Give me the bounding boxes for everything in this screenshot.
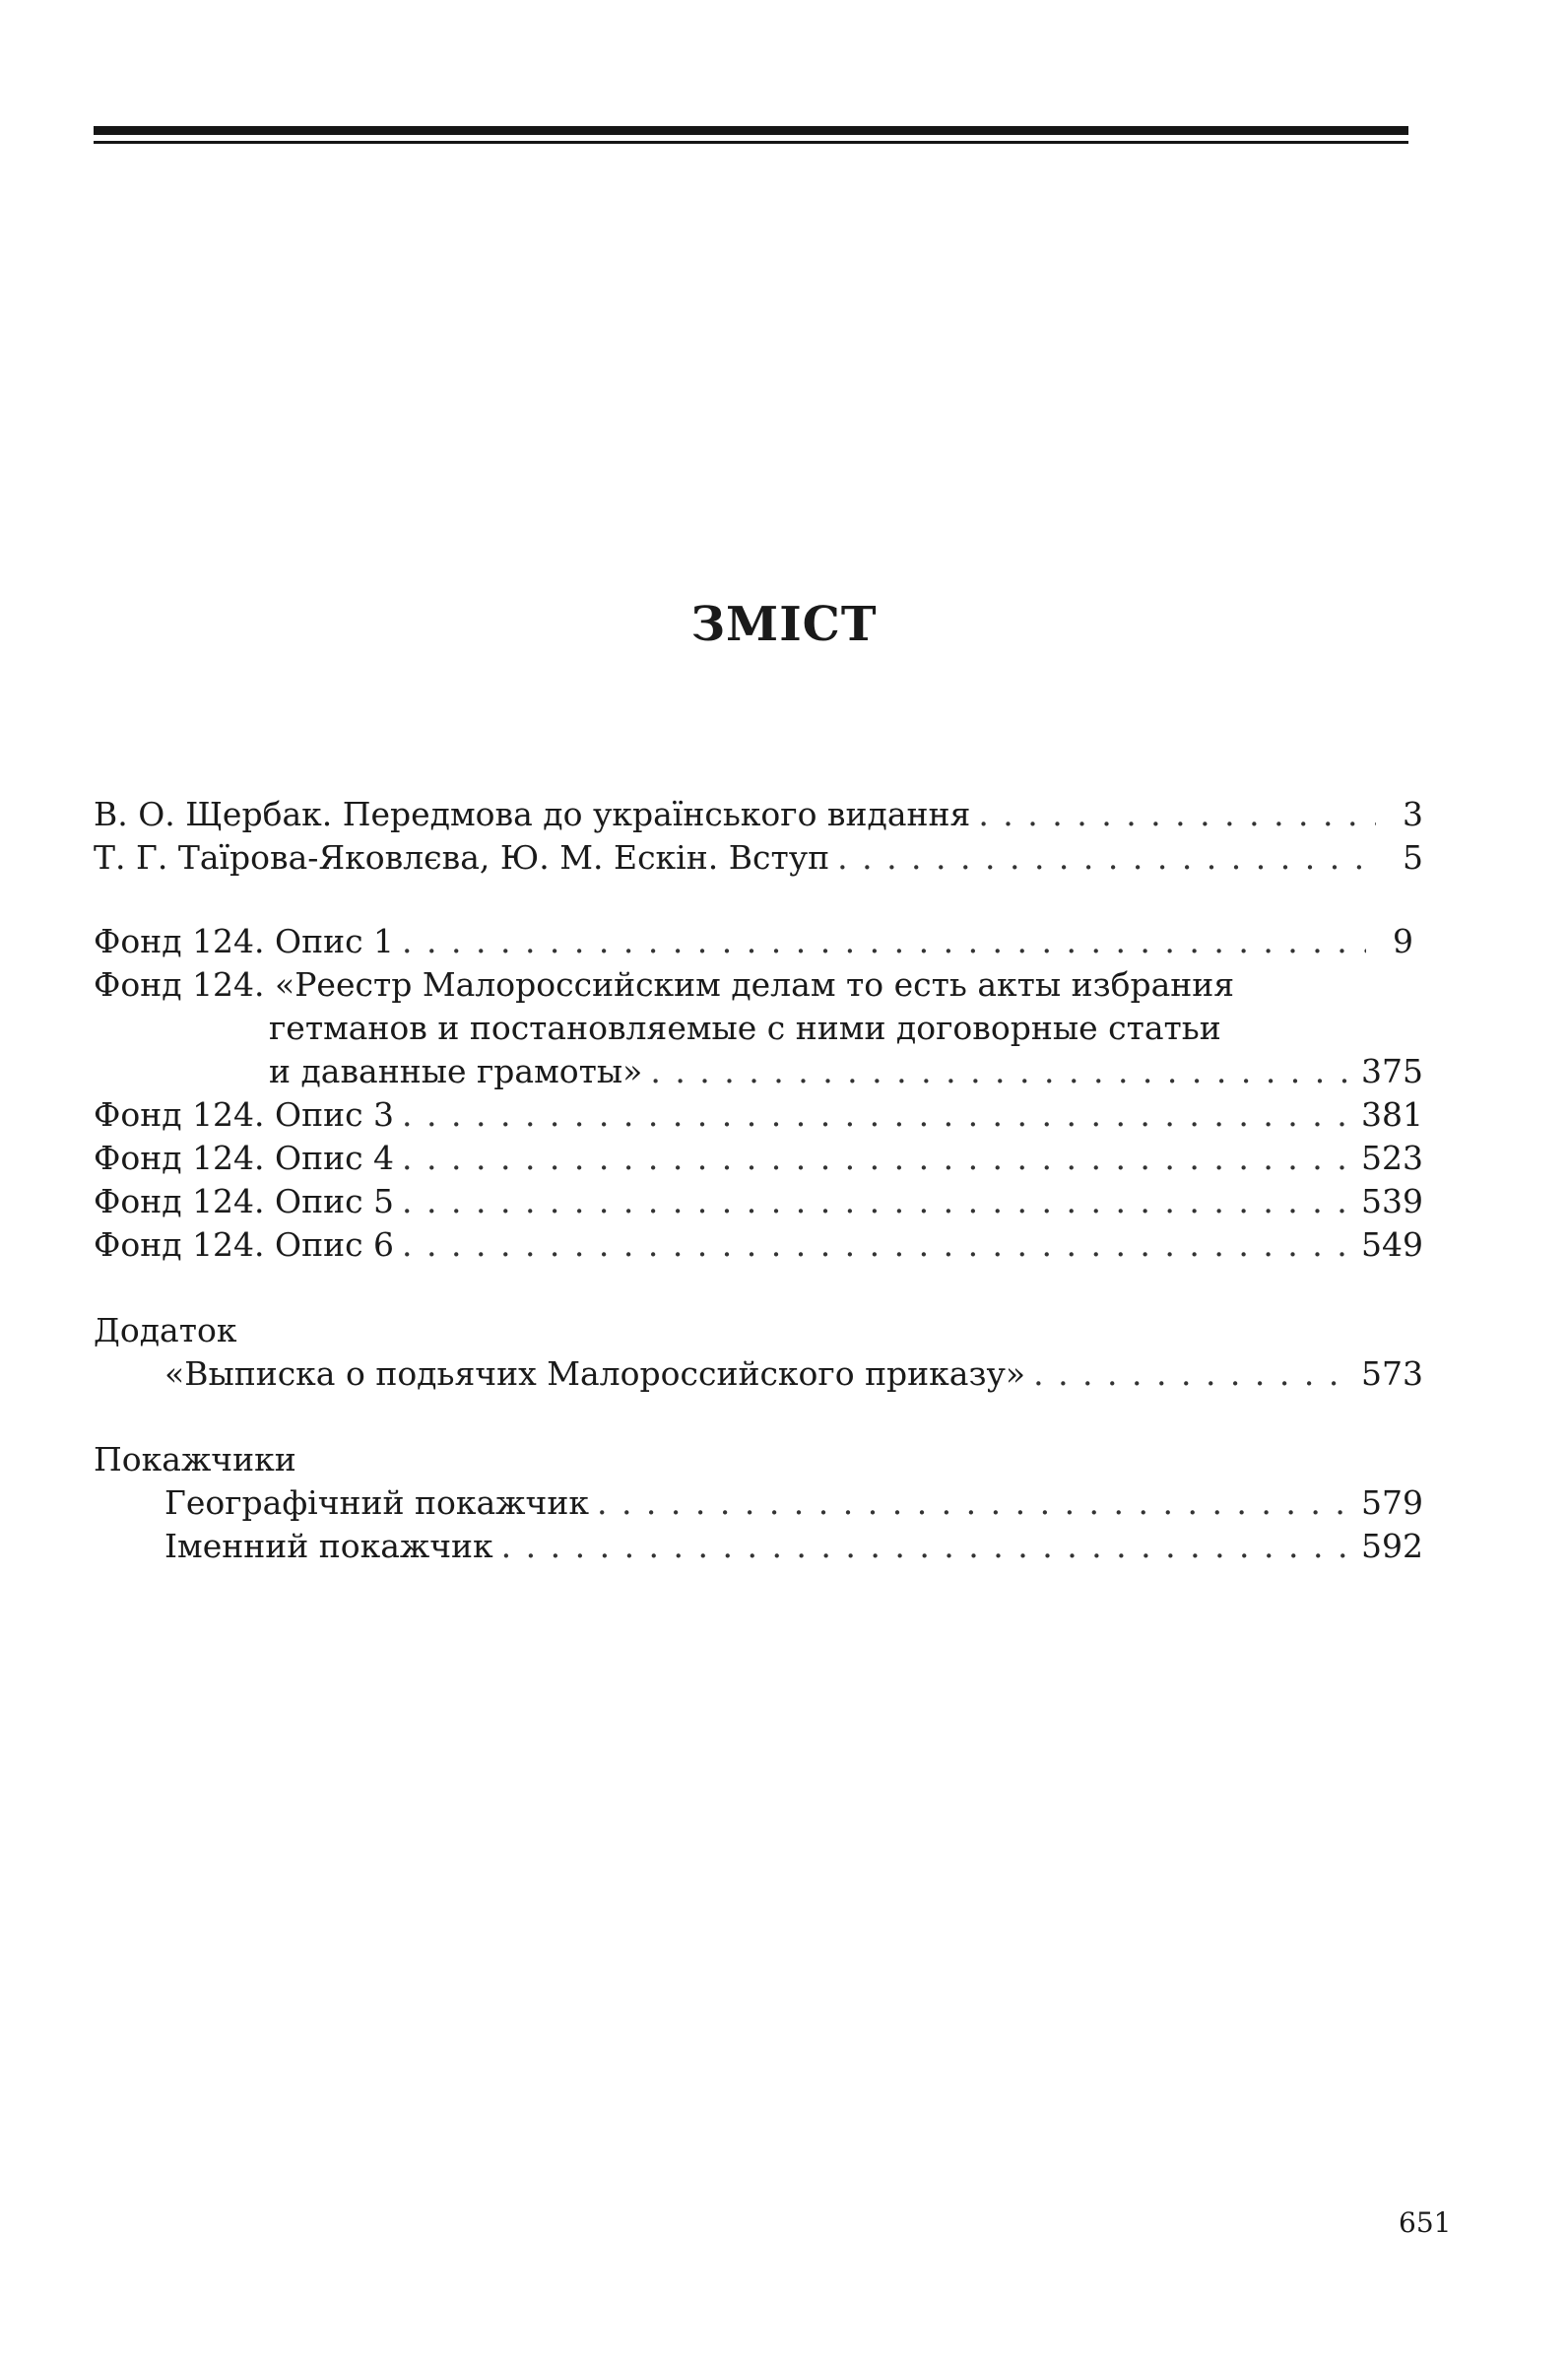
header-rule-thin	[94, 141, 1408, 144]
toc-entry-text: «Выписка о подьячих Малороссийского приказу»	[164, 1354, 1026, 1393]
toc-entry-page: 375	[1361, 1052, 1423, 1090]
toc-entry-name-index[interactable]	[164, 1525, 1423, 1568]
toc-entry-page: 549	[1361, 1225, 1423, 1264]
toc-entry-text: Фонд 124. Опис 1	[94, 922, 395, 960]
dot-leader	[501, 1525, 1353, 1568]
toc-entry-page: 3	[1403, 795, 1423, 833]
dot-leader	[837, 836, 1376, 880]
toc-entry-page: 573	[1361, 1354, 1423, 1393]
toc-entry-appendix[interactable]	[164, 1352, 1423, 1396]
toc-entry-text: В. О. Щербак. Передмова до українського видання	[94, 795, 971, 833]
page-number: 651	[1399, 2206, 1452, 2239]
toc-entry-reestr-line-1: Фонд 124. «Реестр Малороссийским делам то есть акты избрания	[94, 965, 1235, 1004]
toc-entry-text: и даванные грамоты»	[269, 1052, 643, 1090]
toc-entry-text: Фонд 124. Опис 6	[94, 1225, 395, 1264]
toc-entry-fond-opys-4[interactable]	[94, 1137, 1423, 1180]
dot-leader	[597, 1481, 1353, 1525]
toc-entry-fond-opys-5[interactable]	[94, 1180, 1423, 1223]
toc-entry-page: 5	[1403, 838, 1423, 877]
dot-leader	[402, 1223, 1353, 1267]
toc-entry-introduction[interactable]	[94, 836, 1423, 880]
dot-leader	[402, 1093, 1353, 1137]
toc-entry-fond-opys-3[interactable]	[94, 1093, 1423, 1137]
toc-entry-preface[interactable]	[94, 793, 1423, 836]
toc-entry-page: 381	[1361, 1095, 1423, 1134]
toc-entry-reestr[interactable]	[269, 1050, 1423, 1093]
toc-entry-text: Фонд 124. Опис 5	[94, 1182, 395, 1220]
toc-entry-page: 9	[1393, 922, 1413, 960]
dot-leader	[978, 793, 1376, 836]
dot-leader	[402, 1180, 1353, 1223]
toc-entry-page: 579	[1361, 1483, 1423, 1522]
toc-entry-page: 523	[1361, 1139, 1423, 1177]
dot-leader	[650, 1050, 1353, 1093]
toc-entry-text: Іменний покажчик	[164, 1527, 493, 1565]
header-rule-thick	[94, 126, 1408, 135]
dot-leader	[402, 1137, 1353, 1180]
toc-entry-page: 592	[1361, 1527, 1423, 1565]
toc-entry-geographic-index[interactable]	[164, 1481, 1423, 1525]
toc-entry-reestr-line-2: гетманов и постановляемые с ними договорные статьи	[269, 1009, 1221, 1047]
dot-leader	[1033, 1352, 1353, 1396]
page-title: ЗМІСТ	[690, 597, 878, 652]
toc-entry-text: Фонд 124. Опис 3	[94, 1095, 395, 1134]
toc-entry-text: Т. Г. Таїрова-Яковлєва, Ю. М. Ескін. Вступ	[94, 838, 830, 877]
toc-entry-text: Фонд 124. Опис 4	[94, 1139, 395, 1177]
toc-entry-page: 539	[1361, 1182, 1423, 1220]
toc-entry-fond-opys-1[interactable]	[94, 920, 1413, 963]
section-heading-indexes: Покажчики	[94, 1440, 296, 1478]
toc-entry-text: Географічний покажчик	[164, 1483, 589, 1522]
dot-leader	[402, 920, 1366, 963]
section-heading-appendix: Додаток	[94, 1311, 237, 1349]
toc-entry-fond-opys-6[interactable]	[94, 1223, 1423, 1267]
